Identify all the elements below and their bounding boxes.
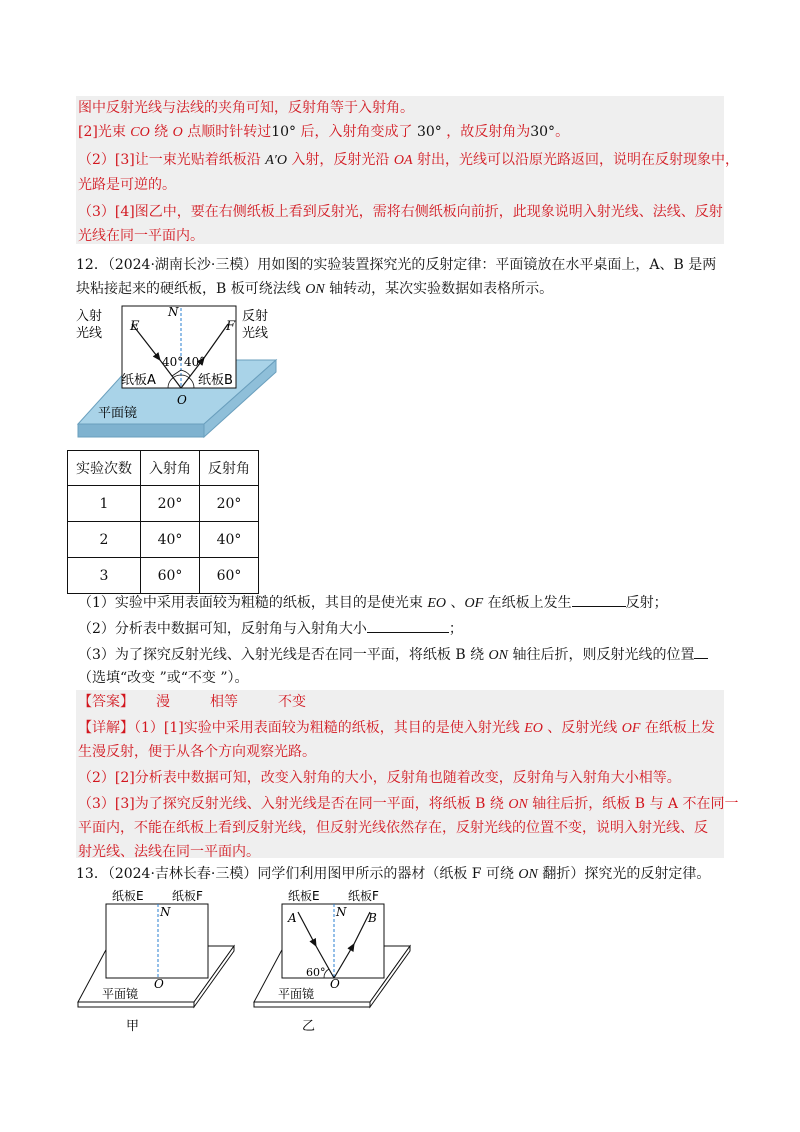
q12-sub-1: （1）实验中采用表面较为粗糙的纸板，其目的是使光束 EO 、OF 在纸板上发生 反射； [78,592,668,614]
prev-answer-line-6: 光线在同一平面内。 [78,228,204,244]
label-angle-left: 40° [162,355,184,369]
label-B: B [368,911,377,925]
q12-sub-4: （选填“改变 ”或“不变 ”）。 [78,670,249,686]
q12-stem-line-1: 12．（2024·湖南长沙·三模）用如图的实验装置探究光的反射定律：平面镜放在水平桌面上，A、B 是两 [76,257,717,273]
q12-sub-2: （2）分析表中数据可知，反射角与入射角大小 ； [78,618,463,639]
label-F: F [226,319,236,334]
prev-answer-line-5: （3）[4]图乙中，要在右侧纸板上看到反射光，需将右侧纸板向前折，此现象说明入射光线、法线、反射 [78,204,723,220]
answer-3: 不变 [278,694,306,710]
label-mirror: 平面镜 [102,987,139,1001]
prev-answer-line-3: （2）[3]让一束光贴着纸板沿 A′O 入射，反射光沿 OA 射出，光线可以沿原光路返回，说明在反射现象中， [78,152,739,168]
label-reflected-1: 反射 [242,309,269,324]
prev-answer-line-1: 图中反射光线与法线的夹角可知，反射角等于入射角。 [78,100,414,116]
label-angle: 60° [306,966,326,979]
label-board-a: 纸板A [121,373,156,388]
q12-detail-line-1: 【详解】（1）[1]实验中采用表面较为粗糙的纸板，其目的是使入射光线 EO 、反射光线 OF 在纸板上发 [78,720,715,736]
q13-stem-line-1: 13．（2024·吉林长春·三模）同学们利用图甲所示的器材（纸板 F 可绕 ON 翻折）探究光的反射定律。 [76,866,711,882]
q12-sub-3: （3）为了探究反射光线、入射光线是否在同一平面，将纸板 B 绕 ON 轴往后折，则反射光线的位置 [78,644,708,666]
answer-blank[interactable] [694,644,708,659]
label-board-e: 纸板E [112,889,144,903]
label-N: N [160,905,171,919]
q12-detail-line-5: 平面内，不能在纸板上看到反射光线，但反射光线依然存在，反射光线的位置不变，说明入射光线、反 [78,820,708,836]
table-row [68,558,259,594]
table-cell: 40° [200,522,259,558]
q12-stem-line-2: 块粘接起来的硬纸板，B 板可绕法线 ON 轴转动，某次实验数据如表格所示。 [76,281,554,297]
table-cell: 3 [68,558,141,594]
table-row [68,486,259,522]
mirror-plate-edge [78,1002,194,1007]
label-incident-1: 入射 [76,309,103,324]
label-mirror: 平面镜 [278,987,315,1001]
q13-figure-yi [252,886,417,1036]
label-incident-2: 光线 [76,326,103,341]
mirror-front [78,424,204,437]
table-cell: 40° [141,522,200,558]
label-board-b: 纸板B [198,373,233,388]
answer-blank[interactable] [367,618,449,633]
label-N: N [168,305,179,319]
table-header: 反射角 [200,451,259,486]
q12-detail-line-2: 生漫反射，便于从各个方向观察光路。 [78,744,316,760]
mirror-plate-edge [254,1002,370,1007]
answer-blank[interactable] [572,592,626,607]
figure-caption: 乙 [302,1019,316,1034]
table-cell: 20° [200,486,259,522]
q13-figure-jia [76,886,241,1036]
paper-board [106,904,208,978]
q12-reflection-figure [76,300,286,442]
answer-2: 相等 [210,694,238,710]
q12-data-table [67,450,259,594]
label-angle-right: 40° [184,355,206,369]
label-board-e: 纸板E [288,889,320,903]
figure-caption: 甲 [126,1019,140,1034]
table-cell: 60° [141,558,200,594]
prev-answer-line-2: [2]光束 CO 绕 O 点顺时针转过10° 后，入射角变成了 30° ，故反射角为30°。 [78,124,570,140]
q12-detail-line-4: （3）[3]为了探究反射光线、入射光线是否在同一平面，将纸板 B 绕 ON 轴往后折，纸板 B 与 A 不在同一 [78,796,739,812]
table-cell: 60° [200,558,259,594]
label-reflected-2: 光线 [242,326,269,341]
q12-detail-line-6: 射光线、法线在同一平面内。 [78,844,260,860]
table-header: 入射角 [141,451,200,486]
table-cell: 2 [68,522,141,558]
q12-answer-line: 【答案】 漫 相等 不变 [78,694,306,710]
label-O: O [177,393,187,407]
label-E: E [130,319,140,334]
label-board-f: 纸板F [348,889,379,903]
label-A: A [288,911,297,925]
label-O: O [330,977,340,991]
table-cell: 20° [141,486,200,522]
label-board-f: 纸板F [172,889,203,903]
label-O: O [154,977,164,991]
table-cell: 1 [68,486,141,522]
label-N: N [336,905,347,919]
answer-1: 漫 [156,694,170,710]
table-header: 实验次数 [68,451,141,486]
table-row [68,522,259,558]
label-mirror: 平面镜 [98,406,138,421]
q12-detail-line-3: （2）[2]分析表中数据可知，改变入射角的大小，反射角也随着改变，反射角与入射角大小相等。 [78,770,681,786]
prev-answer-line-4: 光路是可逆的。 [78,177,176,193]
